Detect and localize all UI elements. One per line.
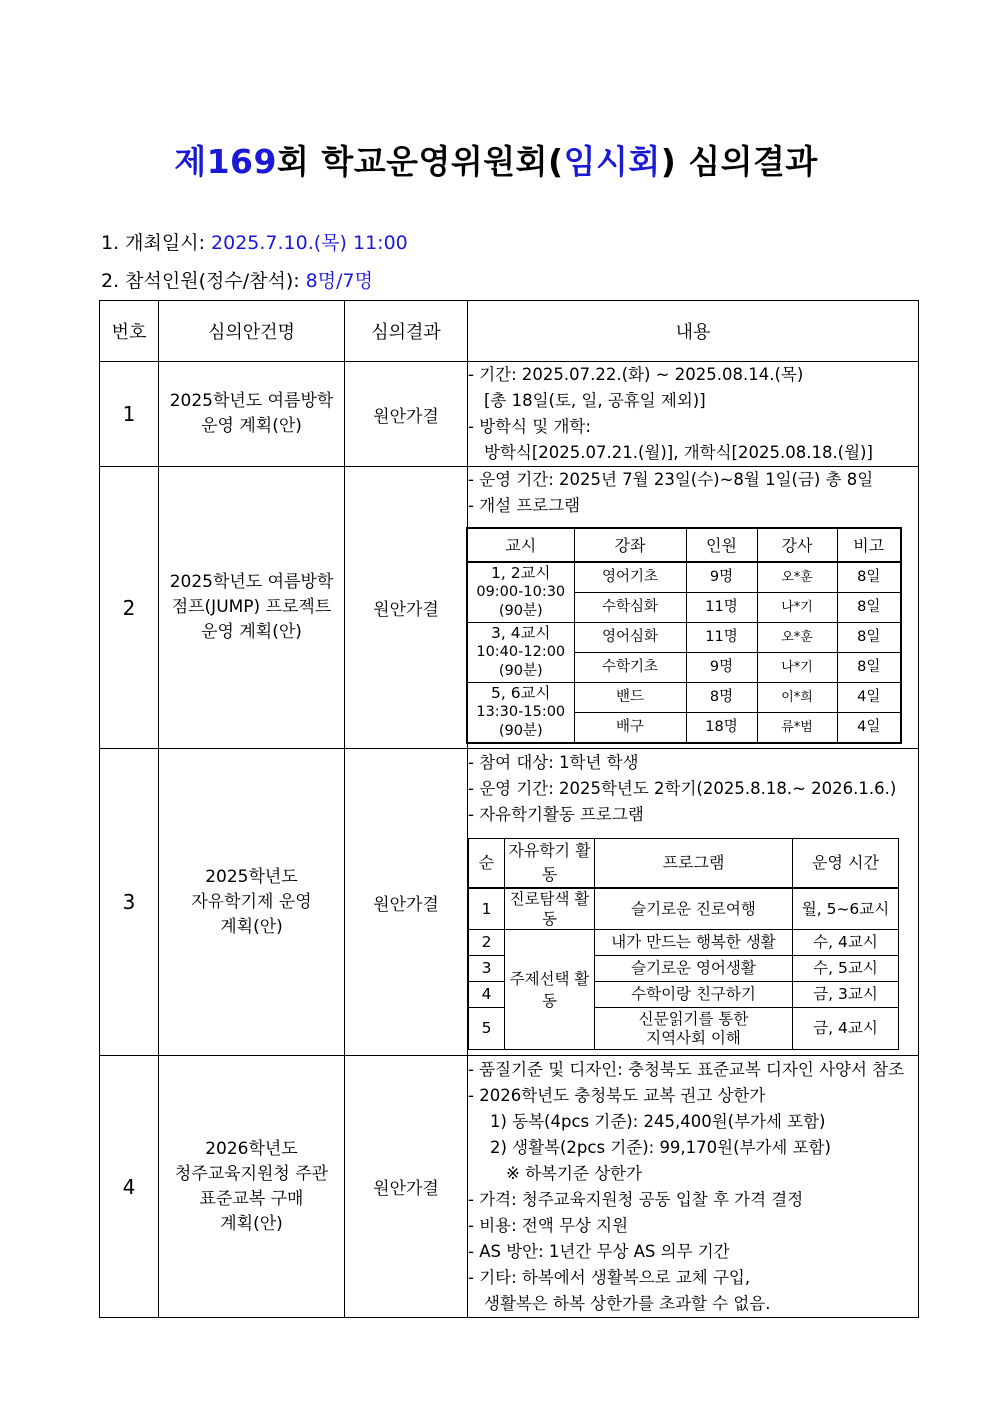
period-label: 5, 6교시 bbox=[490, 684, 551, 702]
meeting-datetime-value: 2025.7.10.(목) 11:00 bbox=[211, 232, 408, 254]
period-label: 1, 2교시 bbox=[490, 564, 551, 582]
program-header-cell: 교시 bbox=[467, 528, 574, 562]
fs-program-cell: 내가 만드는 행복한 생활 bbox=[595, 930, 793, 956]
agenda-content bbox=[468, 467, 919, 749]
fs-program-line: 지역사회 이해 bbox=[646, 1028, 741, 1047]
content-line: - 2026학년도 충청북도 교복 권고 상한가 bbox=[468, 1085, 766, 1105]
period-time: 10:40-12:00 bbox=[476, 644, 566, 660]
agenda-name-line: 계획(안) bbox=[220, 1213, 283, 1234]
content-line: - 운영 기간: 2025학년도 2학기(2025.8.18.~ 2026.1.6.) bbox=[468, 778, 897, 798]
program-header-cell: 인원 bbox=[686, 528, 757, 562]
row-number: 2 bbox=[100, 467, 159, 749]
content-line: - 개설 프로그램 bbox=[468, 496, 581, 515]
note-cell: 8일 bbox=[837, 653, 901, 683]
content-line: 1) 동복(4pcs 기준): 245,400원(부가세 포함) bbox=[490, 1111, 826, 1131]
attendance-value: 8명/7명 bbox=[305, 270, 373, 292]
content-line: 생활복은 하복 상한가를 초과할 수 없음. bbox=[484, 1293, 771, 1313]
count-cell: 9명 bbox=[686, 653, 757, 683]
content-line: - 운영 기간: 2025년 7월 23일(수)~8월 1일(금) 총 8일 bbox=[468, 470, 874, 489]
content-line: - 참여 대상: 1학년 학생 bbox=[468, 752, 639, 772]
row-number: 1 bbox=[100, 362, 159, 467]
count-cell: 9명 bbox=[686, 562, 757, 593]
fs-time-cell: 수, 4교시 bbox=[793, 930, 899, 956]
fs-program-cell: 슬기로운 진로여행 bbox=[595, 888, 793, 930]
course-cell: 수학기초 bbox=[574, 653, 686, 683]
title-session-number: 제169 bbox=[174, 142, 277, 181]
agenda-name-line: 운영 계획(안) bbox=[201, 622, 302, 642]
fs-activity-cell: 주제선택 활동 bbox=[505, 930, 595, 1050]
agenda-name-line: 2025학년도 여름방학 bbox=[169, 391, 334, 411]
content-line: - 방학식 및 개학: bbox=[468, 417, 591, 436]
fs-header-cell: 운영 시간 bbox=[793, 838, 899, 888]
fs-seq-cell: 2 bbox=[469, 930, 505, 956]
teacher-cell: 나*기 bbox=[757, 653, 837, 683]
table-row bbox=[100, 362, 919, 467]
period-cell bbox=[467, 623, 574, 683]
fs-seq-cell: 3 bbox=[469, 956, 505, 982]
course-cell: 영어심화 bbox=[574, 623, 686, 653]
agenda-content bbox=[468, 362, 919, 467]
teacher-cell: 오*훈 bbox=[757, 562, 837, 593]
agenda-name bbox=[159, 467, 345, 749]
program-table-header bbox=[467, 528, 901, 562]
agenda-content bbox=[468, 1056, 919, 1318]
table-row bbox=[100, 467, 919, 749]
fs-activity-cell: 진로탐색 활동 bbox=[505, 888, 595, 930]
title-suffix: ) 심의결과 bbox=[660, 142, 818, 181]
header-result: 심의결과 bbox=[345, 301, 468, 362]
fs-program-cell: 수학이랑 친구하기 bbox=[595, 982, 793, 1008]
period-duration: (90분) bbox=[498, 723, 543, 739]
agenda-name-line: 청주교육지원청 주관 bbox=[174, 1163, 329, 1184]
teacher-cell: 류*범 bbox=[757, 713, 837, 744]
agenda-name-line: 표준교복 구매 bbox=[199, 1188, 304, 1209]
fs-seq-cell: 4 bbox=[469, 982, 505, 1008]
program-header-cell: 강좌 bbox=[574, 528, 686, 562]
header-content: 내용 bbox=[468, 301, 919, 362]
agenda-name bbox=[159, 749, 345, 1056]
content-line: 방학식[2025.07.21.(월)], 개학식[2025.08.18.(월)] bbox=[484, 443, 873, 462]
row-number: 3 bbox=[100, 749, 159, 1056]
program-row bbox=[467, 623, 901, 653]
fs-header-cell: 자유학기 활동 bbox=[505, 838, 595, 888]
attendance bbox=[101, 266, 373, 293]
fs-program-cell bbox=[595, 1008, 793, 1050]
free-semester-table bbox=[468, 838, 899, 1051]
teacher-cell: 이*희 bbox=[757, 683, 837, 713]
title-main: 회 학교운영위원회( bbox=[276, 142, 564, 181]
fs-time-cell: 월, 5~6교시 bbox=[793, 888, 899, 930]
title-meeting-type: 임시회 bbox=[563, 142, 661, 181]
period-cell bbox=[467, 562, 574, 623]
course-cell: 밴드 bbox=[574, 683, 686, 713]
content-line: - 기타: 하복에서 생활복으로 교체 구입, bbox=[468, 1267, 751, 1287]
agenda-name-line: 자유학기제 운영 bbox=[191, 891, 312, 912]
program-row bbox=[467, 562, 901, 593]
course-cell: 배구 bbox=[574, 713, 686, 744]
period-duration: (90분) bbox=[498, 663, 543, 679]
fs-time-cell: 금, 3교시 bbox=[793, 982, 899, 1008]
decision-result: 원안가결 bbox=[345, 362, 468, 467]
content-line: - 자유학기활동 프로그램 bbox=[468, 804, 644, 824]
note-cell: 8일 bbox=[837, 593, 901, 623]
content-line: - AS 방안: 1년간 무상 AS 의무 기간 bbox=[468, 1241, 730, 1261]
agenda-name bbox=[159, 1056, 345, 1318]
fs-seq-cell: 1 bbox=[469, 888, 505, 930]
attendance-label: 2. 참석인원(정수/참석): bbox=[101, 270, 306, 292]
header-agenda: 심의안건명 bbox=[159, 301, 345, 362]
count-cell: 18명 bbox=[686, 713, 757, 744]
results-table-header bbox=[100, 301, 919, 362]
agenda-name-line: 운영 계획(안) bbox=[201, 416, 302, 436]
teacher-cell: 나*기 bbox=[757, 593, 837, 623]
count-cell: 8명 bbox=[686, 683, 757, 713]
note-cell: 4일 bbox=[837, 683, 901, 713]
table-row bbox=[100, 749, 919, 1056]
content-line: - 가격: 청주교육지원청 공동 입찰 후 가격 결정 bbox=[468, 1189, 804, 1209]
period-time: 09:00-10:30 bbox=[476, 584, 566, 600]
meeting-datetime bbox=[101, 228, 408, 255]
content-line: ※ 하복기준 상한가 bbox=[506, 1163, 642, 1183]
fs-time-cell: 수, 5교시 bbox=[793, 956, 899, 982]
agenda-name bbox=[159, 362, 345, 467]
period-label: 3, 4교시 bbox=[490, 624, 551, 642]
period-cell bbox=[467, 683, 574, 744]
program-header-cell: 비고 bbox=[837, 528, 901, 562]
fs-seq-cell: 5 bbox=[469, 1008, 505, 1050]
note-cell: 8일 bbox=[837, 562, 901, 593]
agenda-name-line: 2026학년도 bbox=[205, 1138, 298, 1159]
agenda-name-line: 점프(JUMP) 프로젝트 bbox=[171, 597, 332, 617]
program-table bbox=[466, 527, 902, 744]
content-line: - 기간: 2025.07.22.(화) ~ 2025.08.14.(목) bbox=[468, 365, 804, 384]
fs-header-cell: 프로그램 bbox=[595, 838, 793, 888]
header-number: 번호 bbox=[100, 301, 159, 362]
decision-result: 원안가결 bbox=[345, 467, 468, 749]
agenda-name-line: 2025학년도 bbox=[205, 866, 298, 887]
agenda-name-line: 계획(안) bbox=[220, 916, 283, 937]
course-cell: 영어기초 bbox=[574, 562, 686, 593]
count-cell: 11명 bbox=[686, 593, 757, 623]
period-duration: (90분) bbox=[498, 603, 543, 619]
fs-time-cell: 금, 4교시 bbox=[793, 1008, 899, 1050]
free-semester-row bbox=[469, 888, 899, 930]
decision-result: 원안가결 bbox=[345, 1056, 468, 1318]
count-cell: 11명 bbox=[686, 623, 757, 653]
course-cell: 수학심화 bbox=[574, 593, 686, 623]
free-semester-row bbox=[469, 930, 899, 956]
period-time: 13:30-15:00 bbox=[476, 704, 566, 720]
content-line: - 품질기준 및 디자인: 충청북도 표준교복 디자인 사양서 참조 bbox=[468, 1059, 905, 1079]
page-title bbox=[0, 136, 992, 183]
note-cell: 8일 bbox=[837, 623, 901, 653]
table-row bbox=[100, 1056, 919, 1318]
program-row bbox=[467, 683, 901, 713]
fs-header-cell: 순 bbox=[469, 838, 505, 888]
fs-program-line: 신문읽기를 통한 bbox=[638, 1009, 749, 1028]
agenda-content bbox=[468, 749, 919, 1056]
meeting-datetime-label: 1. 개최일시: bbox=[101, 232, 212, 254]
program-header-cell: 강사 bbox=[757, 528, 837, 562]
results-table bbox=[99, 300, 919, 1318]
decision-result: 원안가결 bbox=[345, 749, 468, 1056]
note-cell: 4일 bbox=[837, 713, 901, 744]
agenda-name-line: 2025학년도 여름방학 bbox=[169, 572, 334, 592]
content-line: - 비용: 전액 무상 지원 bbox=[468, 1215, 629, 1235]
fs-program-cell: 슬기로운 영어생활 bbox=[595, 956, 793, 982]
content-line: [총 18일(토, 일, 공휴일 제외)] bbox=[484, 391, 706, 410]
teacher-cell: 오*훈 bbox=[757, 623, 837, 653]
content-line: 2) 생활복(2pcs 기준): 99,170원(부가세 포함) bbox=[490, 1137, 831, 1157]
row-number: 4 bbox=[100, 1056, 159, 1318]
free-semester-header bbox=[469, 838, 899, 888]
